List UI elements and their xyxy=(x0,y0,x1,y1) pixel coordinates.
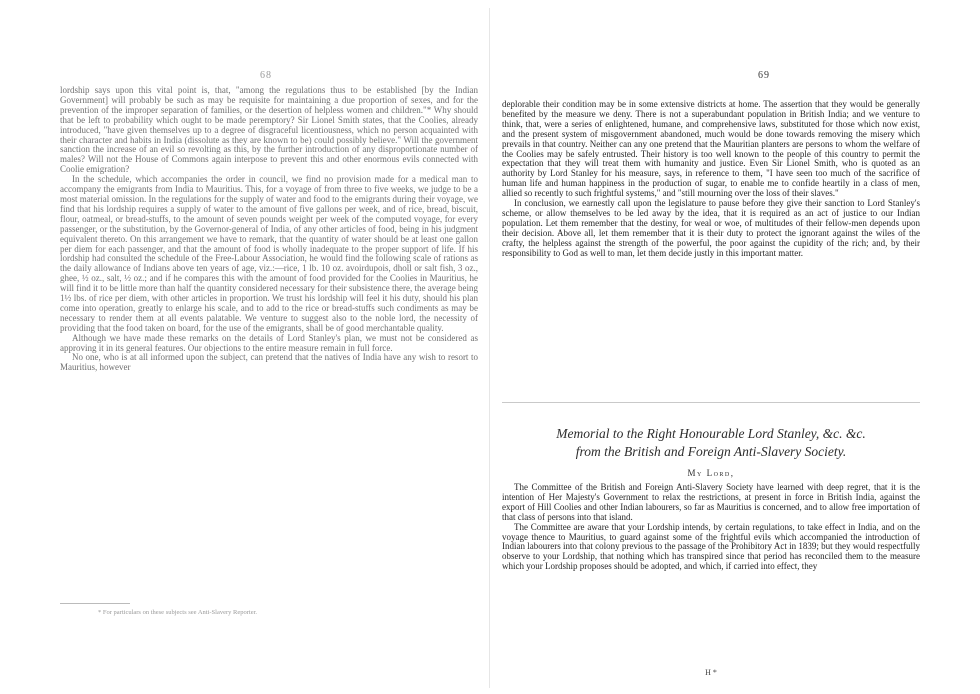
left-paragraph-1: lordship says upon this vital point is, that, "among the regulations thus to be established [by the Indian Government] will probably be such as may be requisite for maintaining a due proportion of sexes, and for the prevention of the improper separation of families, or the desertion of helpless women and children."* Why should that be left to probability which ought to be made peremptory? Sir Lionel Smith states, that the Coolies, already introduced, "have given themselves up to a degree of disgraceful licentiousness, which no person acquainted with their character and habits in India (dissolute as they are known to be) could possibly believe." Will the government sanction the increase of an evil so revolting as this, by the further introduction of any disproportionate number of males? Will not the House of Commons again interpose to prevent this and other enormous evils connected with Coolie emigration? xyxy=(60,85,478,175)
memorial-paragraph-1: The Committee of the British and Foreign Anti-Slavery Society have learned with deep regret, that it is the intention of Her Majesty's Government to relax the restrictions, at present in force in British India, against the export of Hill Coolies and other Indian labourers, so far as Mauritius is concerned, and to allow free importation of that class of persons into that island. xyxy=(502,482,920,522)
memorial-title-line-1: Memorial to the Right Honourable Lord Stanley, &c. &c. xyxy=(556,426,866,441)
memorial-body xyxy=(502,483,920,572)
right-paragraph-1: deplorable their condition may be in some extensive districts at home. The assertion that they would be generally benefited by the measure we deny. There is not a superabundant population in British India; and we venture to think, that, were a series of enlightened, humane, and comprehensive laws, substituted for those which now exist, and the present system of misgovernment abandoned, much would be done towards removing the misery which prevails in that country. Neither can any one pretend that the Mauritian planters are persons to whom the welfare of the Coolies may be safely entrusted. Their history is too well known to the people of this country to permit the expectation that they will treat them with humanity and justice. Even Sir Lionel Smith, who is quoted as an authority by Lord Stanley for his measure, says, in reference to them, "I have seen too much of the sacrifice of human life and human happiness in the production of sugar, to enable me to confide heartily in a class of men, allied so recently to such frightful systems," and "still mourning over the loss of their slaves." xyxy=(502,99,920,199)
footnote-rule xyxy=(60,603,130,604)
left-paragraph-2: In the schedule, which accompanies the order in council, we find no provision made for a medical man to accompany the emigrants from India to Mauritius. This, for a voyage of from three to five weeks, we judge to be a most material omission. In the regulations for the supply of water and food to the emigrants during their voyage, we find that his lordship requires a supply of water to the amount of five gallons per week, and of rice, bread, biscuit, flour, oatmeal, or bread-stuffs, to the amount of seven pounds weight per week of the computed voyage, for every passenger, or the substitution, by the Governor-general of India, of any other articles of food, being in his judgment equivalent thereto. On this arrangement we have to remark, that the quantity of water should be at least one gallon per diem for each passenger, and that the amount of food is wholly inadequate to the proper support of life. If his lordship had consulted the schedule of the Free-Labour Association, he would find the following scale of rations as the daily allowance of Indians above ten years of age, viz.:—rice, 1 lb. 10 oz. avoirdupois, dholl or salt fish, 3 oz., ghee, ½ oz., salt, ½ oz.; and if he compares this with the amount of food provided for the Coolies in Mauritius, he will find it to be little more than half the quantity considered necessary for their subsistence there, the average being 1½ lbs. of rice per diem, with other articles in proportion. We trust his lordship will feel it his duty, should his plan come into operation, greatly to enlarge his scale, and to add to the rice or bread-stuffs such condiments as may be necessary to render them at all events palatable. We venture to suggest also to the noble lord, the necessity of providing that the food taken on board, for the use of the emigrants, shall be of good merchantable quality. xyxy=(60,174,478,333)
page-number-left: 68 xyxy=(260,70,272,81)
salutation: My Lord, xyxy=(687,468,735,478)
page-number-right: 69 xyxy=(758,70,770,81)
left-paragraph-3: Although we have made these remarks on the details of Lord Stanley's plan, we must not be considered as approving it in its general features. Our objections to the entire measure remain in full force. xyxy=(60,332,478,353)
section-divider xyxy=(502,402,920,403)
memorial-title-line-2: from the British and Foreign Anti-Slavery Society. xyxy=(575,444,847,459)
footnote: * For particulars on these subjects see Anti-Slavery Reporter. xyxy=(98,609,258,616)
right-paragraph-2: In conclusion, we earnestly call upon the legislature to pause before they give their sanction to Lord Stanley's scheme, or allow themselves to be led away by the idea, that it is required as an act of justice to our Indian population. Let them remember that the destiny, for weal or woe, of multitudes of their fellow-men depends upon their decision. Above all, let them remember that it is their duty to protect the ignorant against the wiles of the crafty, the helpless against the strength of the powerful, the poor against the cupidity of the rich; and, by their responsibility to God as well to man, let them decide justly in this important matter. xyxy=(502,198,920,258)
left-page xyxy=(60,0,478,694)
right-page-body xyxy=(502,100,920,259)
memorial-paragraph-2: The Committee are aware that your Lordship intends, by certain regulations, to take effect in India, and on the voyage thence to Mauritius, to guard against some of the frightful evils which accompanied the introduction of Indian labourers into that colony previous to the passage of the Prohibitory Act in 1839; but they would respectfully observe to your Lordship, that nothing which has transpired since that period has reconciled them to the measure which your Lordship proposes should be adopted, and which, if carried into effect, they xyxy=(502,521,920,572)
left-paragraph-4: No one, who is at all informed upon the subject, can pretend that the natives of India have any wish to resort to Mauritius, however xyxy=(60,352,478,373)
right-page xyxy=(502,0,920,694)
left-page-body xyxy=(60,86,478,373)
signature-mark: H * xyxy=(705,668,717,677)
page-gutter xyxy=(489,8,490,688)
